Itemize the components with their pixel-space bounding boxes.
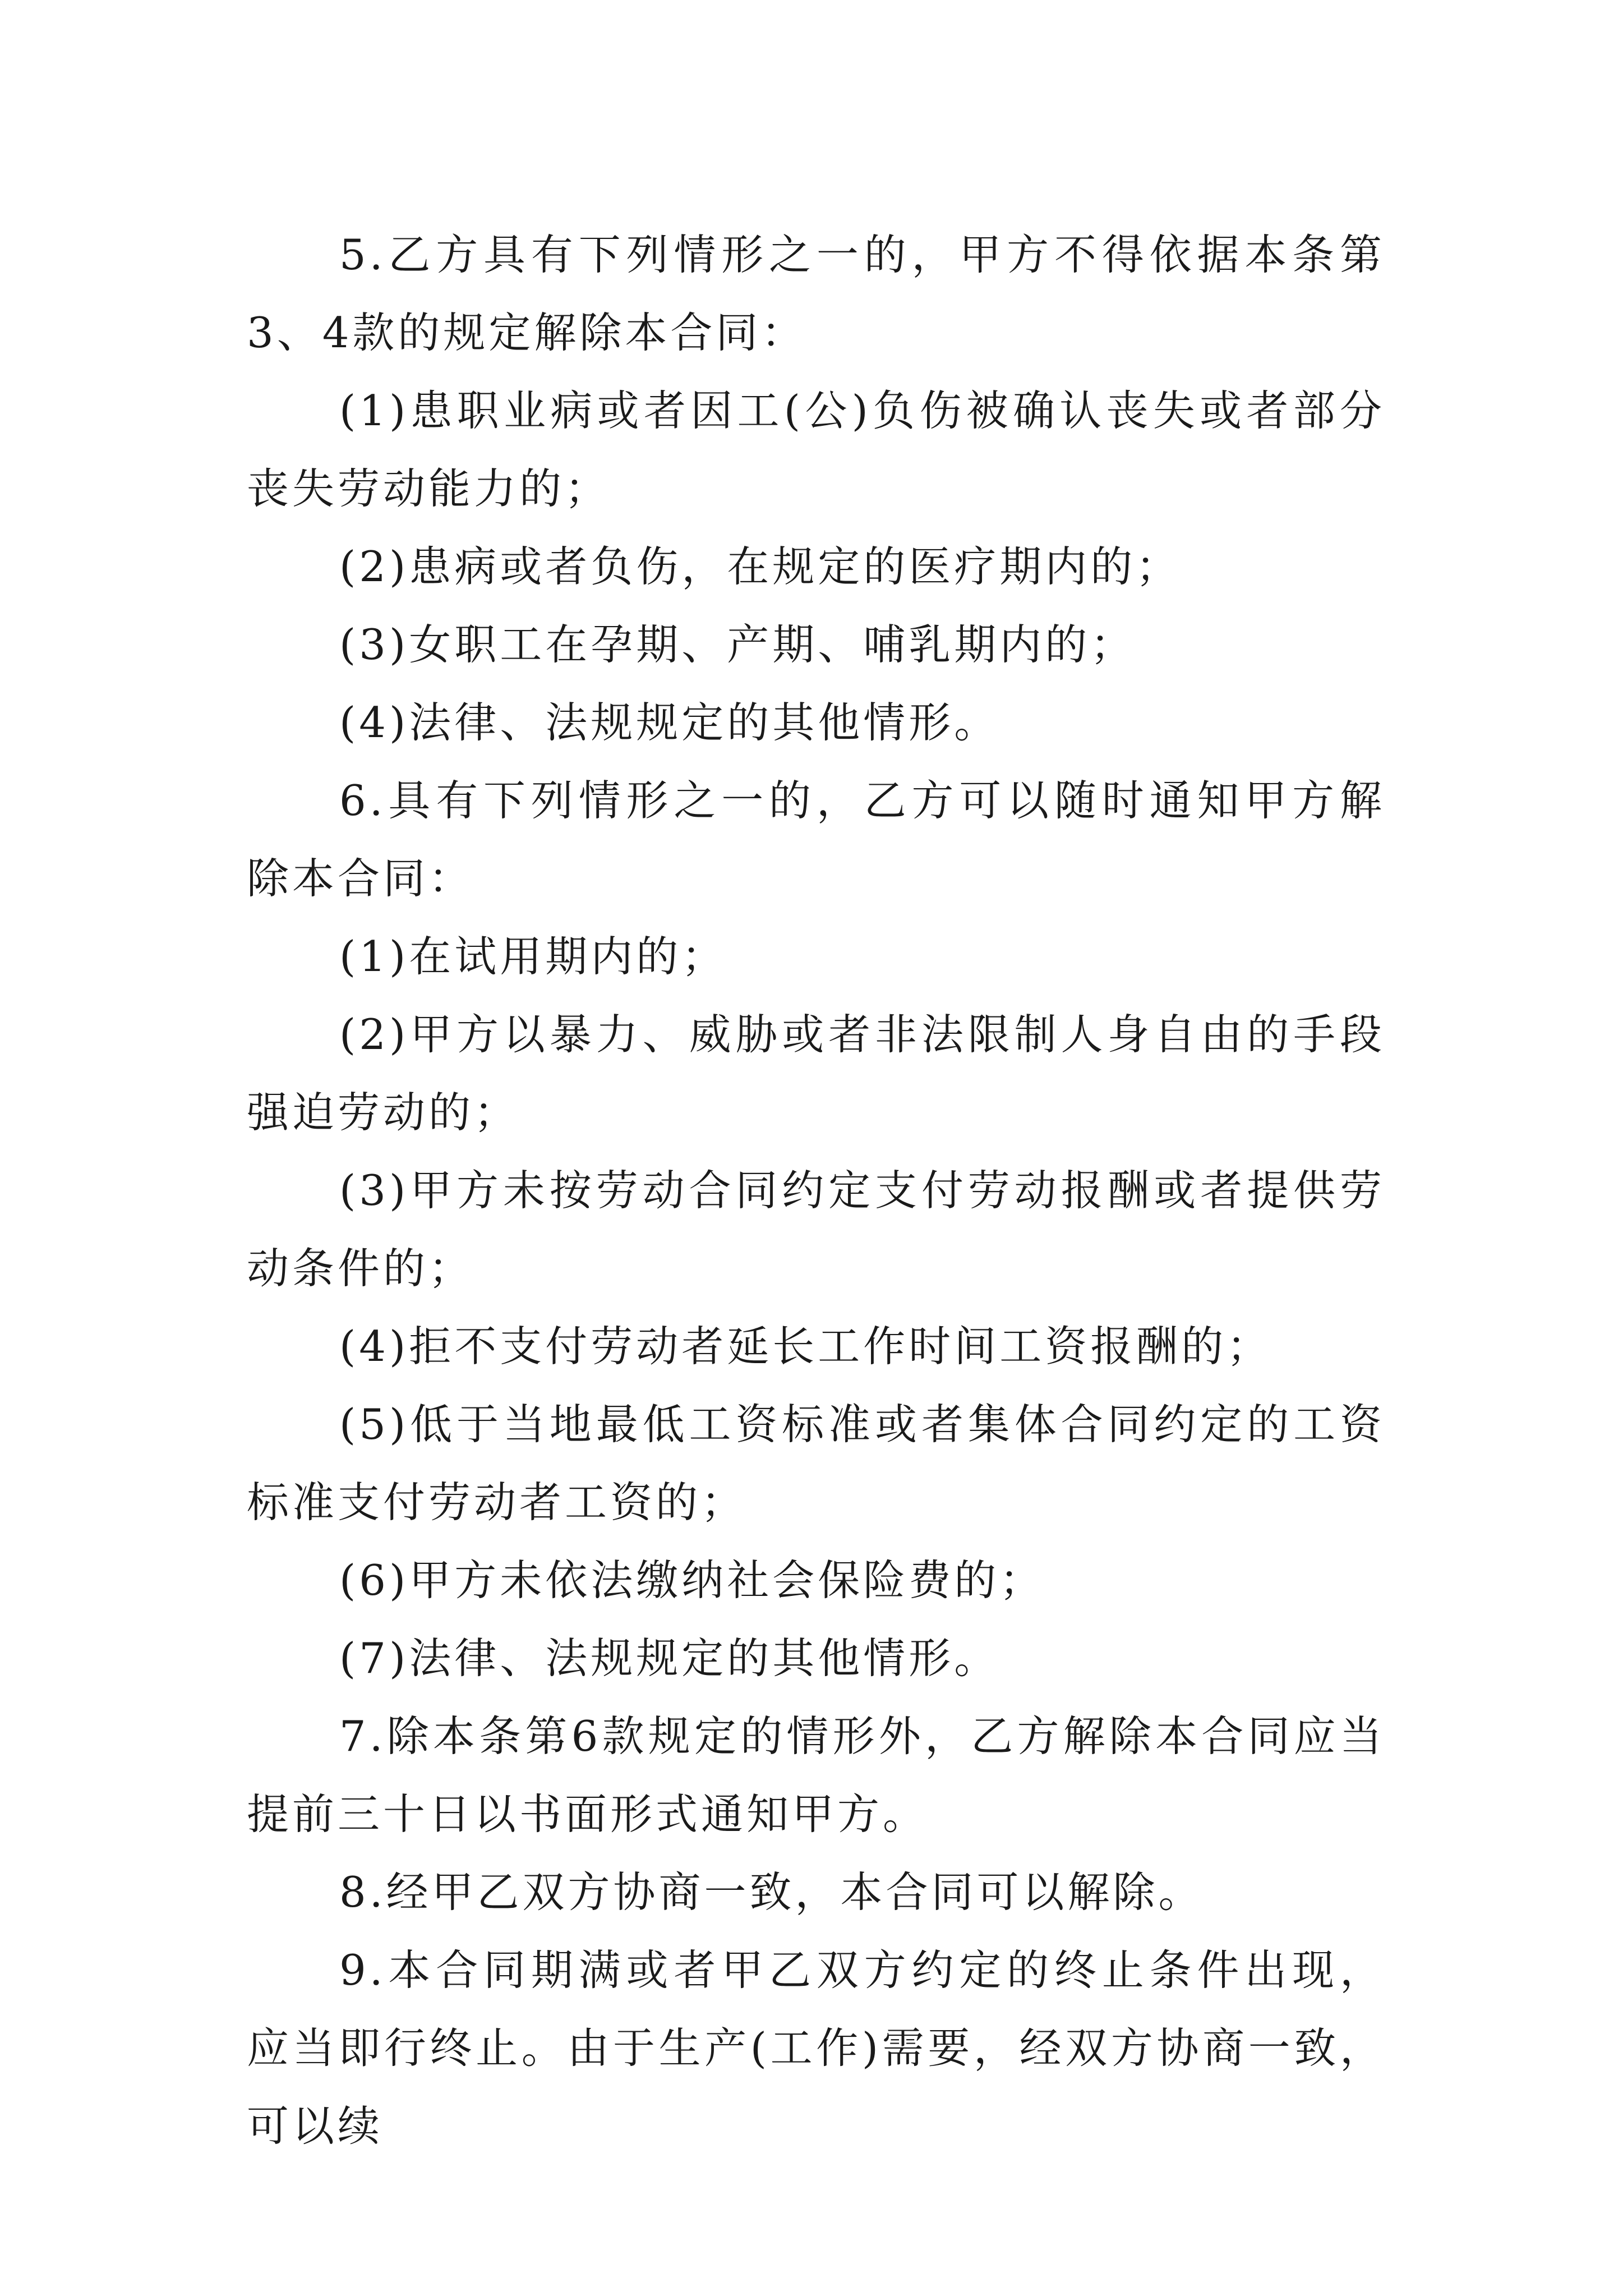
- paragraph-clause-8: 8.经甲乙双方协商一致，本合同可以解除。: [339, 1867, 1204, 1917]
- paragraph-clause-5-item-1: (1)患职业病或者因工(公)负伤被确认丧失或者部分丧失劳动能力的；: [247, 386, 1385, 513]
- paragraph-clause-6: 6.具有下列情形之一的，乙方可以随时通知甲方解除本合同：: [247, 776, 1385, 903]
- paragraph-clause-7: 7.除本条第6款规定的情形外，乙方解除本合同应当提前三十日以书面形式通知甲方。: [247, 1711, 1385, 1839]
- paragraph-clause-6-item-4: (4)拒不支付劳动者延长工作时间工资报酬的；: [339, 1322, 1272, 1371]
- paragraph-clause-5-item-4: (4)法律、法规规定的其他情形。: [339, 698, 1000, 747]
- paragraph-clause-6-item-1: (1)在试用期内的；: [339, 932, 727, 981]
- paragraph-clause-6-item-3: (3)甲方未按劳动合同约定支付劳动报酬或者提供劳动条件的；: [247, 1166, 1385, 1293]
- paragraph-clause-6-item-2: (2)甲方以暴力、威胁或者非法限制人身自由的手段强迫劳动的；: [247, 1010, 1385, 1137]
- paragraph-clause-5-item-2: (2)患病或者负伤，在规定的医疗期内的；: [339, 542, 1182, 591]
- paragraph-clause-5-item-3: (3)女职工在孕期、产期、哺乳期内的；: [339, 620, 1136, 669]
- paragraph-clause-6-item-5: (5)低于当地最低工资标准或者集体合同约定的工资标准支付劳动者工资的；: [247, 1400, 1385, 1527]
- paragraph-clause-9: 9.本合同期满或者甲乙双方约定的终止条件出现，应当即行终止。由于生产(工作)需要，经双方协商一致，可以续: [247, 1945, 1385, 2151]
- paragraph-clause-6-item-7: (7)法律、法规规定的其他情形。: [339, 1634, 1000, 1683]
- paragraph-clause-6-item-6: (6)甲方未依法缴纳社会保险费的；: [339, 1556, 1045, 1605]
- document-body: [247, 216, 1385, 2165]
- paragraph-clause-5: 5.乙方具有下列情形之一的，甲方不得依据本条第3、4款的规定解除本合同：: [247, 230, 1385, 357]
